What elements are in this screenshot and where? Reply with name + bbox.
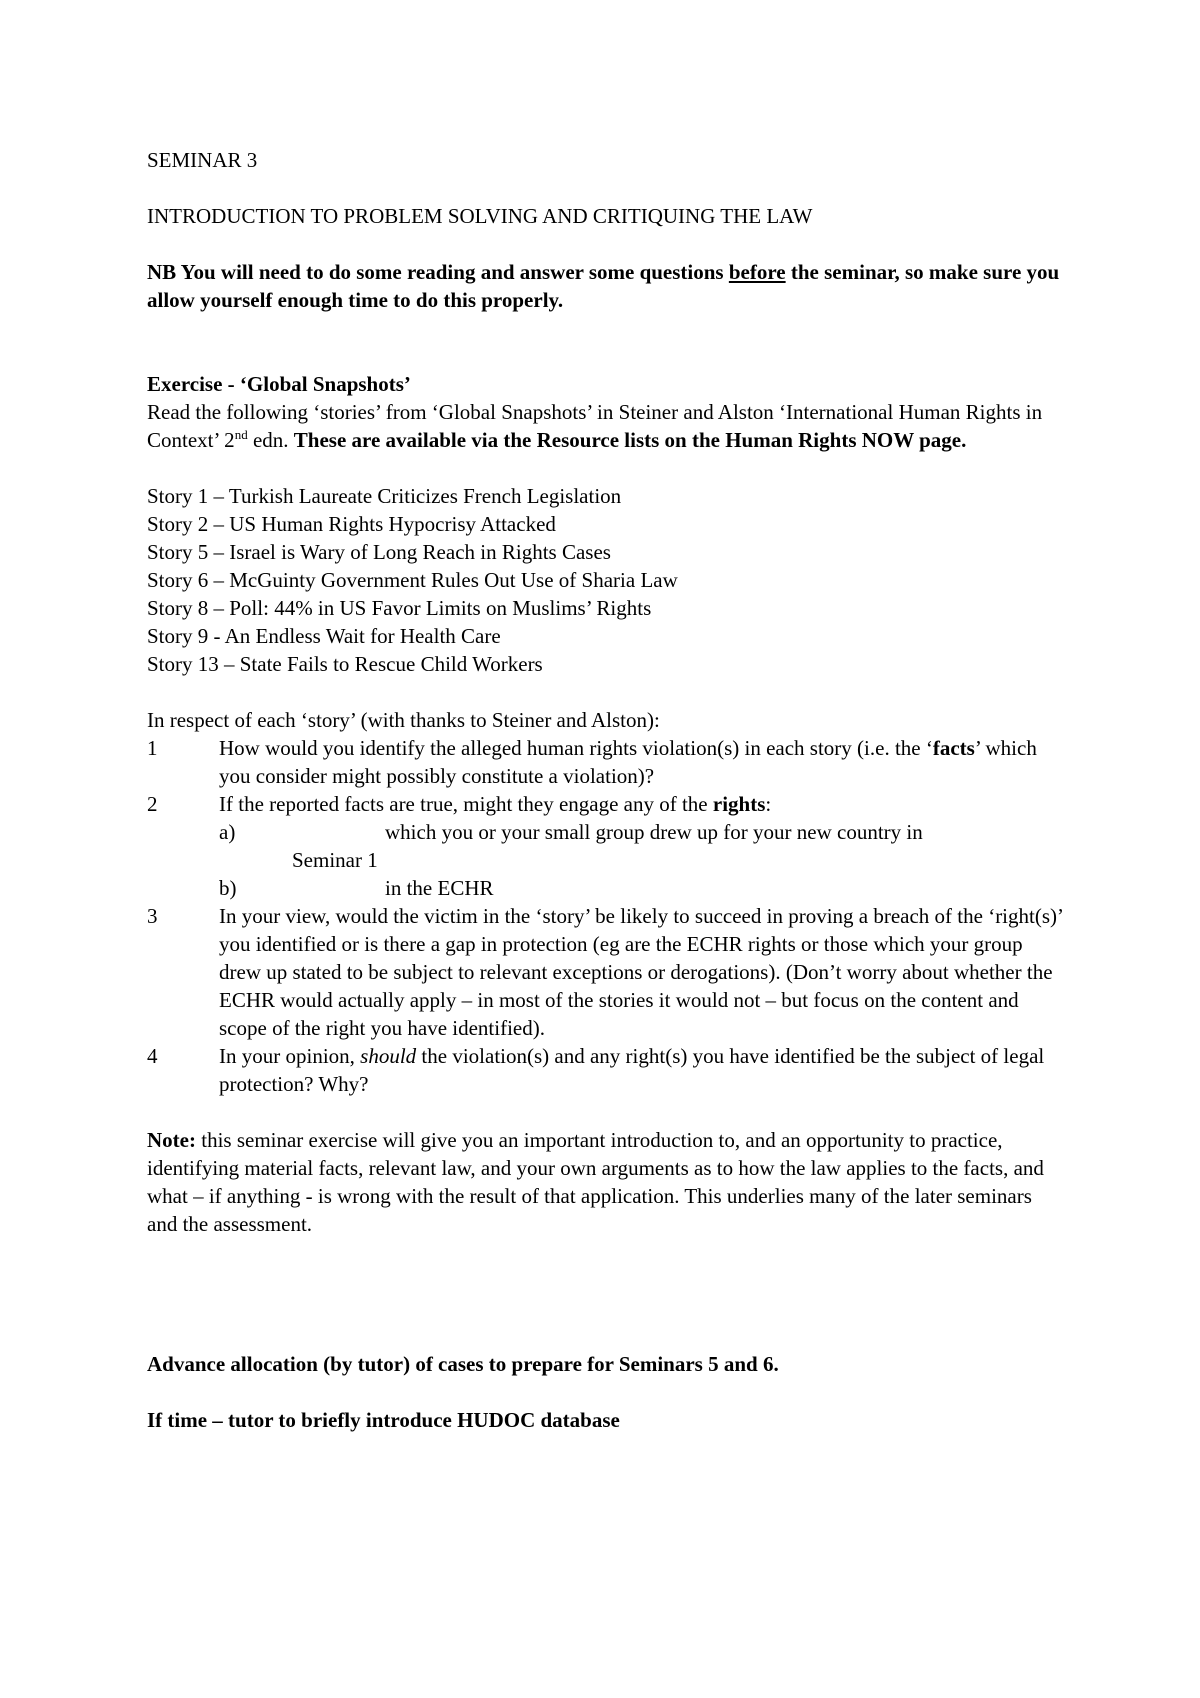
question-2-sub-a-continuation [147, 846, 1067, 874]
exercise-intro-bold: These are available via the Resource lists on the Human Rights NOW page. [293, 428, 967, 452]
question-text [219, 790, 1067, 818]
seminar-heading: SEMINAR 3 [147, 148, 258, 172]
sub-item-text: in the ECHR [385, 876, 494, 900]
sub-item-label: b) [219, 876, 237, 900]
question-2-sub-b [147, 874, 1067, 902]
q1-bold: facts [932, 736, 975, 760]
list-item: Story 1 – Turkish Laureate Criticizes French Legislation [147, 484, 622, 508]
exercise-intro [147, 398, 1067, 454]
story-list [147, 482, 1067, 678]
questions-intro: In respect of each ‘story’ (with thanks to Steiner and Alston): [147, 708, 660, 732]
question-4 [147, 1042, 1067, 1098]
question-number: 2 [147, 792, 158, 816]
nb-paragraph [147, 258, 1067, 314]
note-text: this seminar exercise will give you an important introduction to, and an opportunity to practice, identifying material facts, relevant law, and your own arguments as to how the law applies to the facts, and what – if anything - is wrong with the result of that application. This underlies many of the later seminars and the assessment. [147, 1128, 1044, 1236]
question-text: In your view, would the victim in the ‘story’ be likely to succeed in proving a breach of the ‘right(s)’ you identified or is there a gap in protection (eg are the ECHR rights or those which your group drew up stated to be subject to relevant exceptions or derogations). (Don’t worry about whether the ECHR would actually apply – in most of the stories it would not – but focus on the content and scope of the right you have identified). [219, 904, 1063, 1040]
q4-text-1: In your opinion, [219, 1044, 361, 1068]
q2-text-1: If the reported facts are true, might they engage any of the [219, 792, 713, 816]
question-2 [147, 790, 1067, 818]
list-item: Story 9 - An Endless Wait for Health Care [147, 624, 501, 648]
nb-underlined: before [728, 260, 786, 284]
list-item: Story 5 – Israel is Wary of Long Reach in Rights Cases [147, 540, 611, 564]
question-number: 3 [147, 904, 158, 928]
q4-text-2: the violation(s) and any right(s) you have identified be the subject of legal protection? Why? [219, 1044, 1045, 1096]
question-text [219, 734, 1067, 790]
document-title: INTRODUCTION TO PROBLEM SOLVING AND CRITIQUING THE LAW [147, 204, 813, 228]
q1-text-2: ’ which you consider might possibly constitute a violation)? [219, 736, 1037, 788]
sub-item-text-continued: Seminar 1 [292, 848, 378, 872]
list-item: Story 6 – McGuinty Government Rules Out Use of Sharia Law [147, 568, 678, 592]
q2-text-2: : [765, 792, 772, 816]
advance-allocation: Advance allocation (by tutor) of cases to prepare for Seminars 5 and 6. [147, 1352, 779, 1376]
document-page [147, 146, 1067, 1434]
list-item: Story 13 – State Fails to Rescue Child Workers [147, 652, 543, 676]
sub-item-label: a) [219, 820, 236, 844]
question-text [219, 1042, 1067, 1098]
q2-bold: rights [712, 792, 766, 816]
exercise-heading: Exercise - ‘Global Snapshots’ [147, 372, 411, 396]
sub-item-text: which you or your small group drew up for your new country in [385, 820, 923, 844]
list-item: Story 2 – US Human Rights Hypocrisy Attacked [147, 512, 556, 536]
question-3 [147, 902, 1067, 1042]
exercise-intro-text-2: edn. [247, 428, 294, 452]
question-2-sub-a [147, 818, 1067, 846]
note-paragraph [147, 1126, 1067, 1238]
note-label: Note: [147, 1128, 196, 1152]
nb-text-1: NB You will need to do some reading and answer some questions [147, 260, 729, 284]
if-time-note: If time – tutor to briefly introduce HUDOC database [147, 1408, 620, 1432]
question-number: 4 [147, 1044, 158, 1068]
q1-text-1: How would you identify the alleged human rights violation(s) in each story (i.e. the ‘ [219, 736, 933, 760]
question-number: 1 [147, 736, 158, 760]
exercise-intro-sup: nd [234, 427, 248, 442]
question-1 [147, 734, 1067, 790]
list-item: Story 8 – Poll: 44% in US Favor Limits on Muslims’ Rights [147, 596, 652, 620]
nb-text-2: the seminar, so make sure you allow yourself enough time to do this properly. [147, 260, 1060, 312]
q4-italic: should [360, 1044, 417, 1068]
exercise-intro-text-1: Read the following ‘stories’ from ‘Global Snapshots’ in Steiner and Alston ‘International Human Rights in Context’ 2 [147, 400, 1043, 452]
